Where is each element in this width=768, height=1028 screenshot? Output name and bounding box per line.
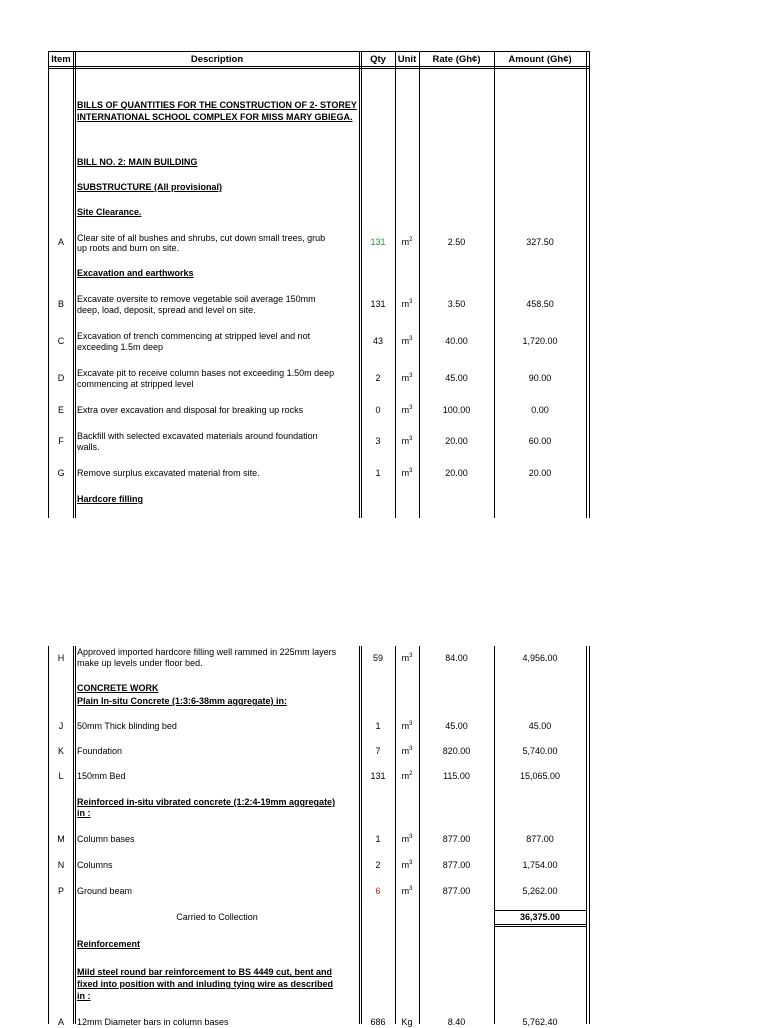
carried-total: 36,375.00 bbox=[519, 912, 561, 922]
mild-steel-heading-line3: in : bbox=[77, 991, 91, 1001]
header-item: Item bbox=[51, 54, 71, 65]
reinforced-concrete-heading-line2: in : bbox=[77, 808, 91, 818]
substructure-heading: SUBSTRUCTURE (All provisional) bbox=[77, 182, 223, 192]
mild-steel-heading-line1: Mild steel round bar reinforcement to BS 4449 cut, bent and bbox=[77, 967, 333, 977]
header-qty: Qty bbox=[370, 54, 386, 65]
header-amount: Amount (Gh¢) bbox=[508, 54, 572, 65]
reinforcement-heading: Reinforcement bbox=[77, 939, 141, 949]
reinforced-concrete-heading-line1: Reinforced in-situ vibrated concrete (1:2:4-19mm aggregate) bbox=[77, 797, 336, 807]
header-unit: Unit bbox=[397, 54, 417, 65]
document-title-line2: INTERNATIONAL SCHOOL COMPLEX FOR MISS MARY GBIEGA. bbox=[77, 112, 353, 122]
plain-concrete-heading: Plain In-situ Concrete (1:3:6-38mm aggregate) in: bbox=[77, 696, 288, 706]
document-title-line1: BILLS OF QUANTITIES FOR THE CONSTRUCTION OF 2- STOREY bbox=[77, 100, 357, 110]
page-2: H Approved imported hardcore filling well rammed in 225mm layers make up levels under floor bed. 59 $m^3$ 84.00 4,956.00 CONCRETE WORK Plain In-situ Concrete (1:3:6-38mm aggregate) in: J 50mm Thick blinding bed 1 $m^3$ 45.00 45.00 K Foundation 7 $m^3$ 820.00 5,740.00 L 150mm Bed 131 $m^2$ 115.00 15,065.00 Reinforced in-situ vibrated concrete (1:2:4-19mm aggregate) in : M Column bases 1 $m^3$ 877.00 877.00 N Columns 2 $m^3$ 877.00 1,754.00 P Ground beam 6 $m^3$ 877.00 5,262.00 Carried to Collection 36,375.00 Reinforcement Mild steel round bar reinforcement to BS 4449 cut, bent and fixed into position with and inluding tying wire as described in : A 12mm Diameter bars in column bases 686 Kg 8.40 5,762.40 bbox=[0, 0, 768, 1024]
carried-to-collection: Carried to Collection bbox=[176, 912, 258, 922]
bill-heading: BILL NO. 2: MAIN BUILDING bbox=[77, 157, 198, 167]
header-rate: Rate (Gh¢) bbox=[432, 54, 481, 65]
hardcore-heading: Hardcore filling bbox=[77, 494, 144, 504]
excavation-heading: Excavation and earthworks bbox=[77, 268, 194, 278]
concrete-heading: CONCRETE WORK bbox=[77, 683, 159, 693]
mild-steel-heading-line2: fixed into position with and inluding tying wire as described bbox=[77, 979, 334, 989]
header-description: Description bbox=[190, 54, 244, 65]
site-clearance-heading: Site Clearance. bbox=[77, 207, 142, 217]
page-1: Item Description Qty Unit Rate (Gh¢) Amount (Gh¢) BILLS OF QUANTITIES FOR THE CONSTRUCTION OF 2- STOREY INTERNATIONAL SCHOOL COMPLEX FOR MISS MARY GBIEGA. BILL NO. 2: MAIN BUILDING SUBSTRUCTURE (All provisional) Site Clearance. A Clear site of all bushes and shrubs, cut down small trees, grub up roots and burn on site. 131 $m^2$ 2.50 327.50 Excavation and earthworks B Excavate oversite to remove vegetable soil average 150mm deep, load, deposit, spread and level on site. 131 $m^3$ 3.50 458.50 C Excavation of trench commencing at stripped level and not exceeding 1.5m deep 43 $m^3$ 40.00 1,720.00 D Excavate pit to receive column bases not exceeding 1.50m deep commencing at stripped level 2 $m^3$ 45.00 90.00 E Extra over excavation and disposal for breaking up rocks 0 $m^3$ 100.00 0.00 F Backfill with selected excavated materials around foundation walls. 3 $m^3$ 20.00 60.00 G Remove surplus excavated material from site. 1 $m^3$ 20.00 20.00 Hardcore filling bbox=[0, 0, 768, 520]
